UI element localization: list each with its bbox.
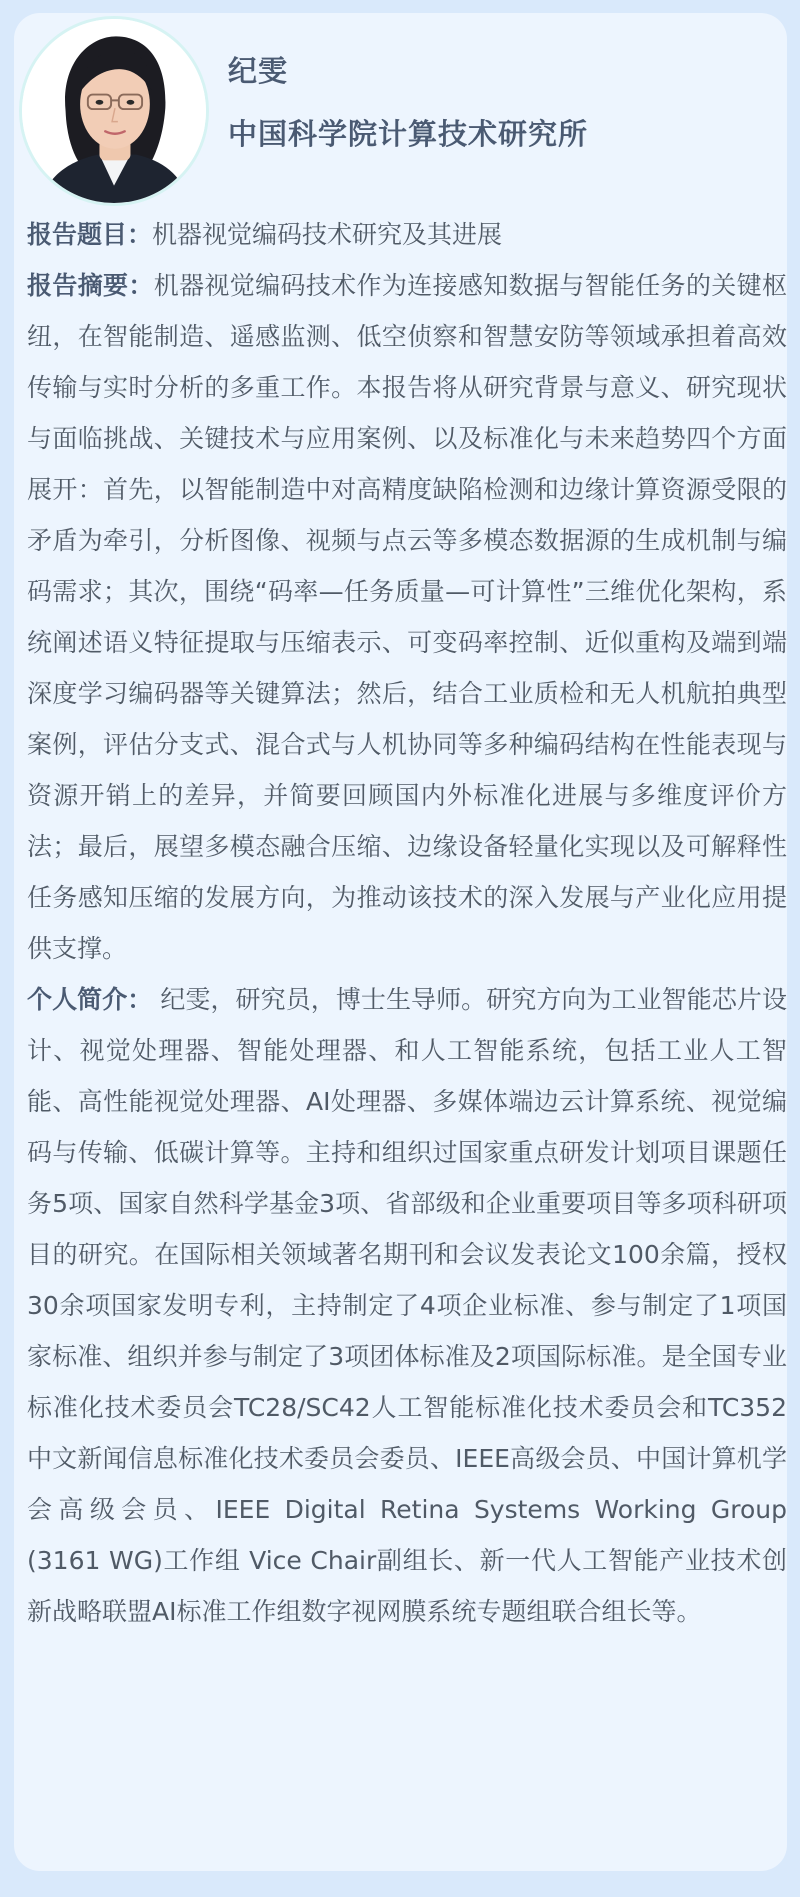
- report-title-label: 报告题目：: [27, 220, 153, 249]
- speaker-name: 纪雯: [228, 54, 289, 88]
- report-abstract-text: 机器视觉编码技术作为连接感知数据与智能任务的关键枢纽，在智能制造、遥感监测、低空侦察和智慧安防等领域承担着高效传输与实时分析的多重工作。本报告将从研究背景与意义、研究现状与面临挑战、关键技术与应用案例、以及标准化与未来趋势四个方面展开：首先，以智能制造中对高精度缺陷检测和边缘计算资源受限的矛盾为牵引，分析图像、视频与点云等多模态数据源的生成机制与编码需求；其次，围绕“码率—任务质量—可计算性”三维优化架构，系统阐述语义特征提取与压缩表示、可变码率控制、近似重构及端到端深度学习编码器等关键算法；然后，结合工业质检和无人机航拍典型案例，评估分支式、混合式与人机协同等多种编码结构在性能表现与资源开销上的差异，并简要回顾国内外标准化进展与多维度评价方法；最后，展望多模态融合压缩、边缘设备轻量化实现以及可解释性任务感知压缩的发展方向，为推动该技术的深入发展与产业化应用提供支撑。: [27, 271, 787, 963]
- bio-label: 个人简介：: [27, 985, 153, 1014]
- bio-paragraph: [27, 974, 787, 1637]
- portrait-photo-icon: [22, 19, 206, 203]
- speaker-organization: 中国科学院计算技术研究所: [228, 117, 589, 151]
- bio-text: 纪雯，研究员，博士生导师。研究方向为工业智能芯片设计、视觉处理器、智能处理器、和人工智能系统，包括工业人工智能、高性能视觉处理器、AI处理器、多媒体端边云计算系统、视觉编码与传输、低碳计算等。主持和组织过国家重点研发计划项目课题任务5项、国家自然科学基金3项、省部级和企业重要项目等多项科研项目的研究。在国际相关领域著名期刊和会议发表论文100余篇，授权30余项国家发明专利，主持制定了4项企业标准、参与制定了1项国家标准、组织并参与制定了3项团体标准及2项国际标准。是全国专业标准化技术委员会TC28/SC42人工智能标准化技术委员会和TC352中文新闻信息标准化技术委员会委员、IEEE高级会员、中国计算机学会高级会员、IEEE Digital Retina Systems Working Group (3161 WG)工作组 Vice Chair副组长、新一代人工智能产业技术创新战略联盟AI标准工作组数字视网膜系统专题组联合组长等。: [27, 985, 787, 1626]
- report-abstract-label: 报告摘要：: [27, 271, 154, 300]
- report-abstract-paragraph: [27, 260, 787, 974]
- speaker-card: [14, 13, 787, 1871]
- report-title-paragraph: [27, 209, 787, 260]
- speaker-details: [27, 209, 787, 1637]
- speaker-avatar: [19, 16, 209, 206]
- report-title-text: 机器视觉编码技术研究及其进展: [152, 220, 503, 249]
